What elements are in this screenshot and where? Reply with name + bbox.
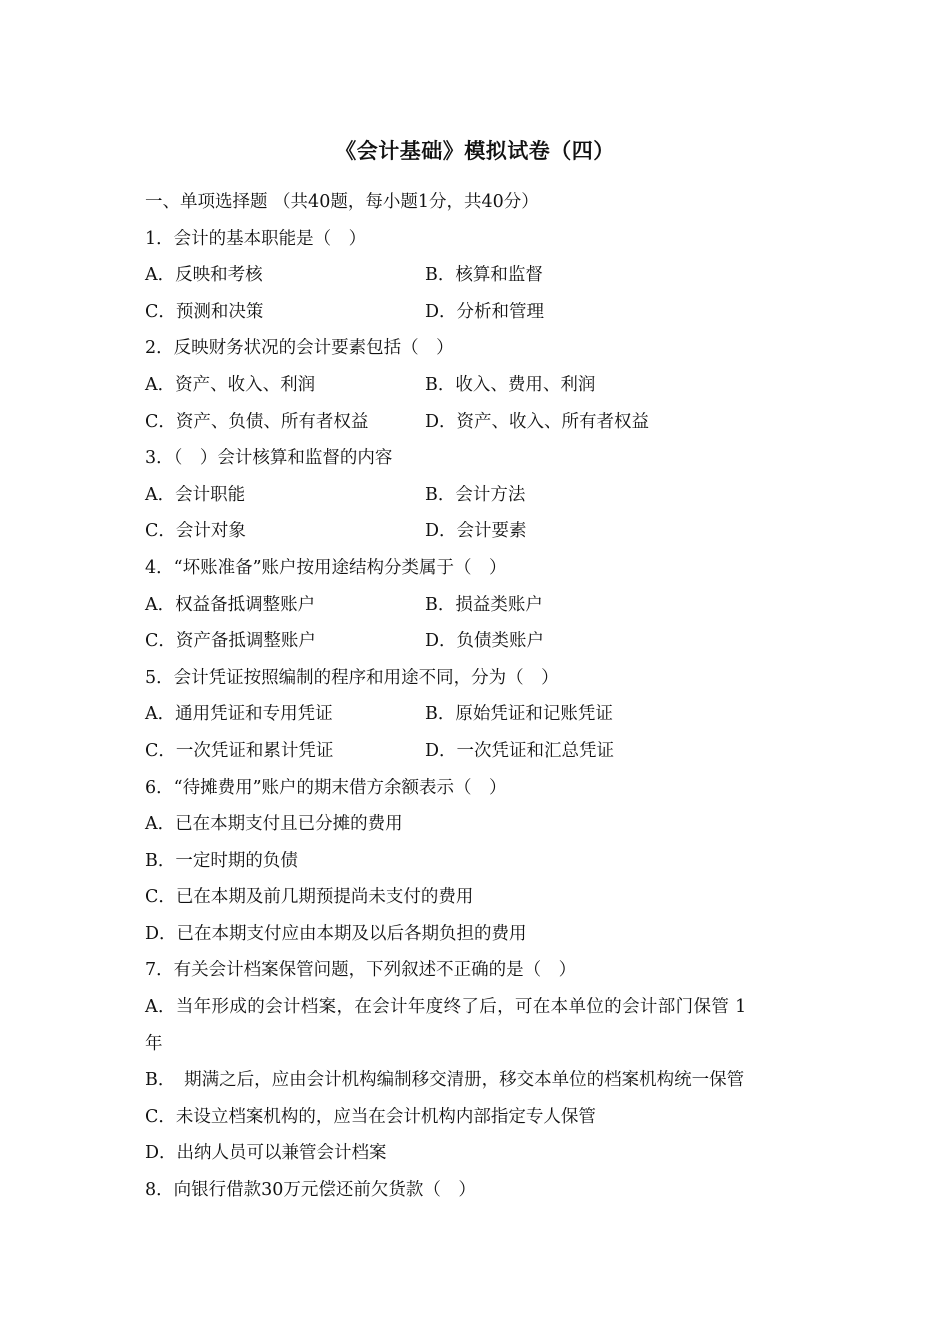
option-row	[145, 623, 817, 660]
option-c: C．已在本期及前几期预提尚未支付的费用	[145, 887, 474, 908]
option-a: A．会计职能	[145, 484, 246, 505]
option-c: C．资产备抵调整账户	[145, 631, 316, 652]
question-list	[145, 184, 817, 1209]
option-d: D．分析和管理	[425, 301, 545, 322]
option-a: A．当年形成的会计档案，在会计年度终了后，可在本单位的会计部门保管 1	[145, 997, 747, 1018]
option-d: D．一次凭证和汇总凭证	[425, 740, 615, 761]
option-b: B．原始凭证和记账凭证	[425, 704, 613, 725]
option-a: A．已在本期支付且已分摊的费用	[145, 814, 403, 835]
option-b: B．核算和监督	[425, 265, 543, 286]
question-stem: 4．“坏账准备”账户按用途结构分类属于（ ）	[145, 557, 507, 578]
option-c: C．资产、负债、所有者权益	[145, 411, 369, 432]
option-d: D．资产、收入、所有者权益	[425, 411, 650, 432]
option-a: A．资产、收入、利润	[145, 374, 316, 395]
option-b: B．损益类账户	[425, 594, 543, 615]
option-b: B．会计方法	[425, 484, 526, 505]
option-a-continued: 年	[145, 1033, 163, 1054]
option-row	[145, 477, 817, 514]
question-stem: 2．反映财务状况的会计要素包括（ ）	[145, 338, 454, 359]
option-c: C．未设立档案机构的，应当在会计机构内部指定专人保管	[145, 1106, 596, 1127]
option-b: B． 期满之后，应由会计机构编制移交清册，移交本单位的档案机构统一保管	[145, 1070, 745, 1091]
question-stem: 7．有关会计档案保管问题，下列叙述不正确的是（ ）	[145, 960, 577, 981]
option-row	[145, 367, 817, 404]
option-row	[145, 513, 817, 550]
option-b: B．一定时期的负债	[145, 850, 298, 871]
option-c: C．预测和决策	[145, 301, 264, 322]
option-row	[145, 587, 817, 624]
option-a: A．通用凭证和专用凭证	[145, 704, 333, 725]
question-stem: 5．会计凭证按照编制的程序和用途不同，分为（ ）	[145, 667, 559, 688]
option-a: A．权益备抵调整账户	[145, 594, 316, 615]
option-row	[145, 294, 817, 331]
option-row	[145, 733, 817, 770]
exam-title: 《会计基础》模拟试卷（四）	[335, 138, 615, 163]
option-d: D．会计要素	[425, 521, 527, 542]
option-c: C．一次凭证和累计凭证	[145, 740, 334, 761]
option-row	[145, 257, 817, 294]
option-c: C．会计对象	[145, 521, 246, 542]
section-heading: 一、单项选择题 （共40题，每小题1分，共40分）	[145, 192, 539, 212]
option-d: D．负债类账户	[425, 631, 545, 652]
option-b: B．收入、费用、利润	[425, 374, 596, 395]
option-row	[145, 696, 817, 733]
option-d: D．出纳人员可以兼管会计档案	[145, 1143, 387, 1164]
question-stem: 3．（ ）会计核算和监督的内容	[145, 448, 393, 469]
question-stem: 1．会计的基本职能是（ ）	[145, 228, 367, 249]
question-stem: 6．“待摊费用”账户的期末借方余额表示（ ）	[145, 777, 507, 798]
question-stem: 8．向银行借款30万元偿还前欠货款（ ）	[145, 1180, 476, 1201]
option-d: D．已在本期支付应由本期及以后各期负担的费用	[145, 923, 527, 944]
option-a: A．反映和考核	[145, 265, 263, 286]
option-row	[145, 404, 817, 441]
